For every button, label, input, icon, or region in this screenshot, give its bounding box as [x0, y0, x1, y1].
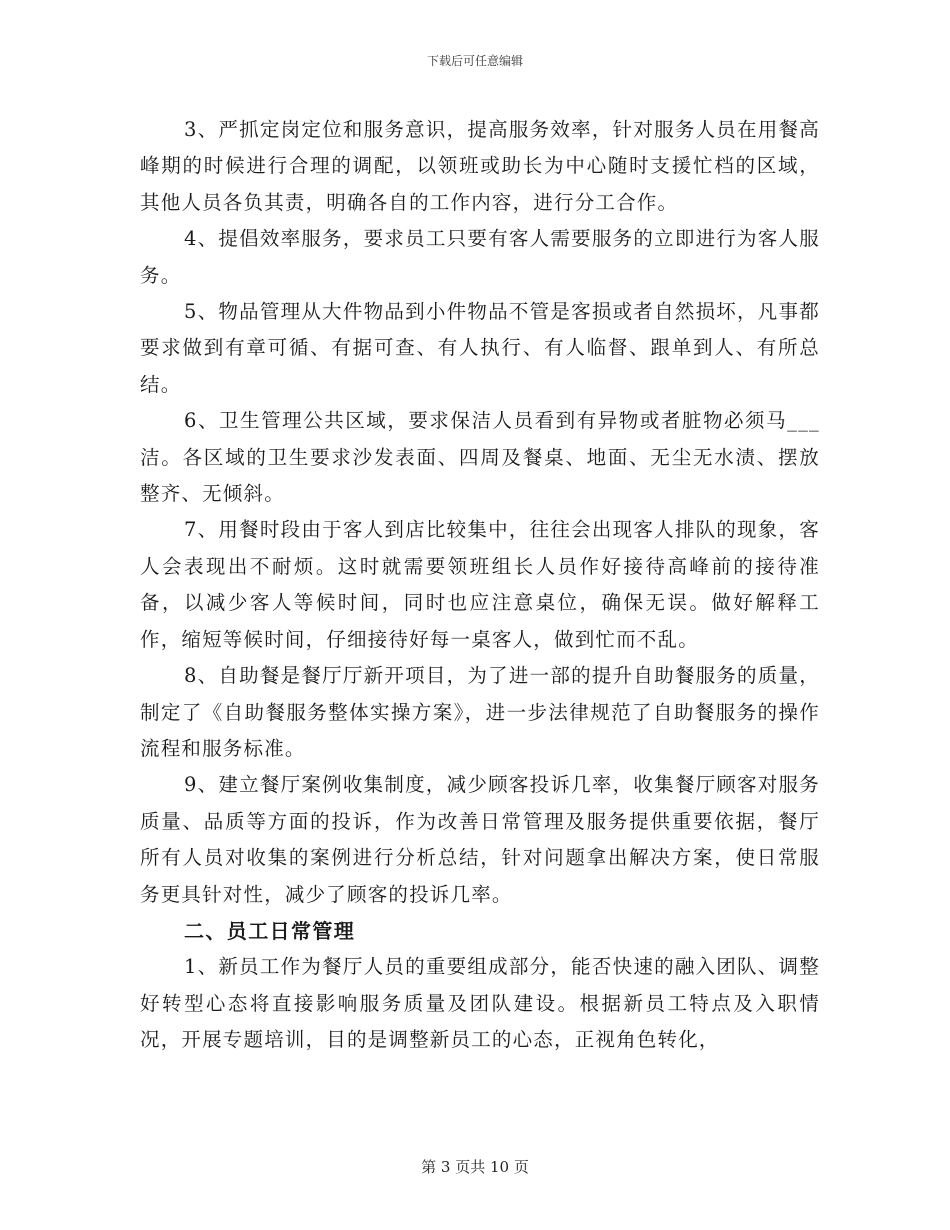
paragraph-text: 1、新员工作为餐厅人员的重要组成部分，能否快速的融入团队、调整好转型心态将直接影响服务质量及团队建设。根据新员工特点及入职情况，开展专题培训，目的是调整新员工的心态，正视角色转化，	[140, 955, 820, 1052]
paragraph-text: 8、自助餐是餐厅厅新开项目，为了进一部的提升自助餐服务的质量，制定了《自助餐服务整体实操方案》，进一步法律规范了自助餐服务的操作流程和服务标准。	[140, 664, 820, 760]
paragraph-6	[140, 403, 820, 512]
section-paragraph-1	[140, 949, 820, 1058]
page-number: 第 3 页共 10 页	[421, 1158, 529, 1176]
paragraph-4	[140, 221, 820, 294]
paragraph-text: 5、物品管理从大件物品到小件物品不管是客损或者自然损坏，凡事都要求做到有章可循、有据可查、有人执行、有人临督、跟单到人、有所总结。	[140, 300, 820, 396]
paragraph-text: 3、严抓定岗定位和服务意识，提高服务效率，针对服务人员在用餐高峰期的时候进行合理的调配，以领班或助长为中心随时支援忙档的区域，其他人员各负其责，明确各自的工作内容，进行分工合作。	[140, 118, 820, 214]
paragraph-text: 9、建立餐厅案例收集制度，减少顾客投诉几率，收集餐厅顾客对服务质量、品质等方面的投诉，作为改善日常管理及服务提供重要依据，餐厅所有人员对收集的案例进行分析总结，针对问题拿出解决方案，使日常服务更具针对性，减少了顾客的投诉几率。	[140, 773, 820, 906]
paragraph-3	[140, 112, 820, 221]
paragraph-5	[140, 294, 820, 403]
paragraph-text: 4、提倡效率服务，要求员工只要有客人需要服务的立即进行为客人服务。	[140, 227, 820, 287]
page-header: 下载后可任意编辑	[426, 54, 523, 68]
paragraph-text: 6、卫生管理公共区域，要求保洁人员看到有异物或者脏物必须马___洁。各区域的卫生要求沙发表面、四周及餐桌、地面、无尘无水渍、摆放整齐、无倾斜。	[140, 409, 820, 506]
section-heading: 二、员工日常管理	[184, 918, 356, 943]
document-body	[140, 112, 820, 1059]
paragraph-7	[140, 512, 820, 658]
paragraph-8	[140, 658, 820, 767]
paragraph-9	[140, 767, 820, 913]
paragraph-text: 7、用餐时段由于客人到店比较集中，往往会出现客人排队的现象，客人会表现出不耐烦。这时就需要领班组长人员作好接待高峰前的接待准备，以减少客人等候时间，同时也应注意桌位，确保无误。做好解释工作，缩短等候时间，仔细接待好每一桌客人，做到忙而不乱。	[140, 518, 820, 651]
